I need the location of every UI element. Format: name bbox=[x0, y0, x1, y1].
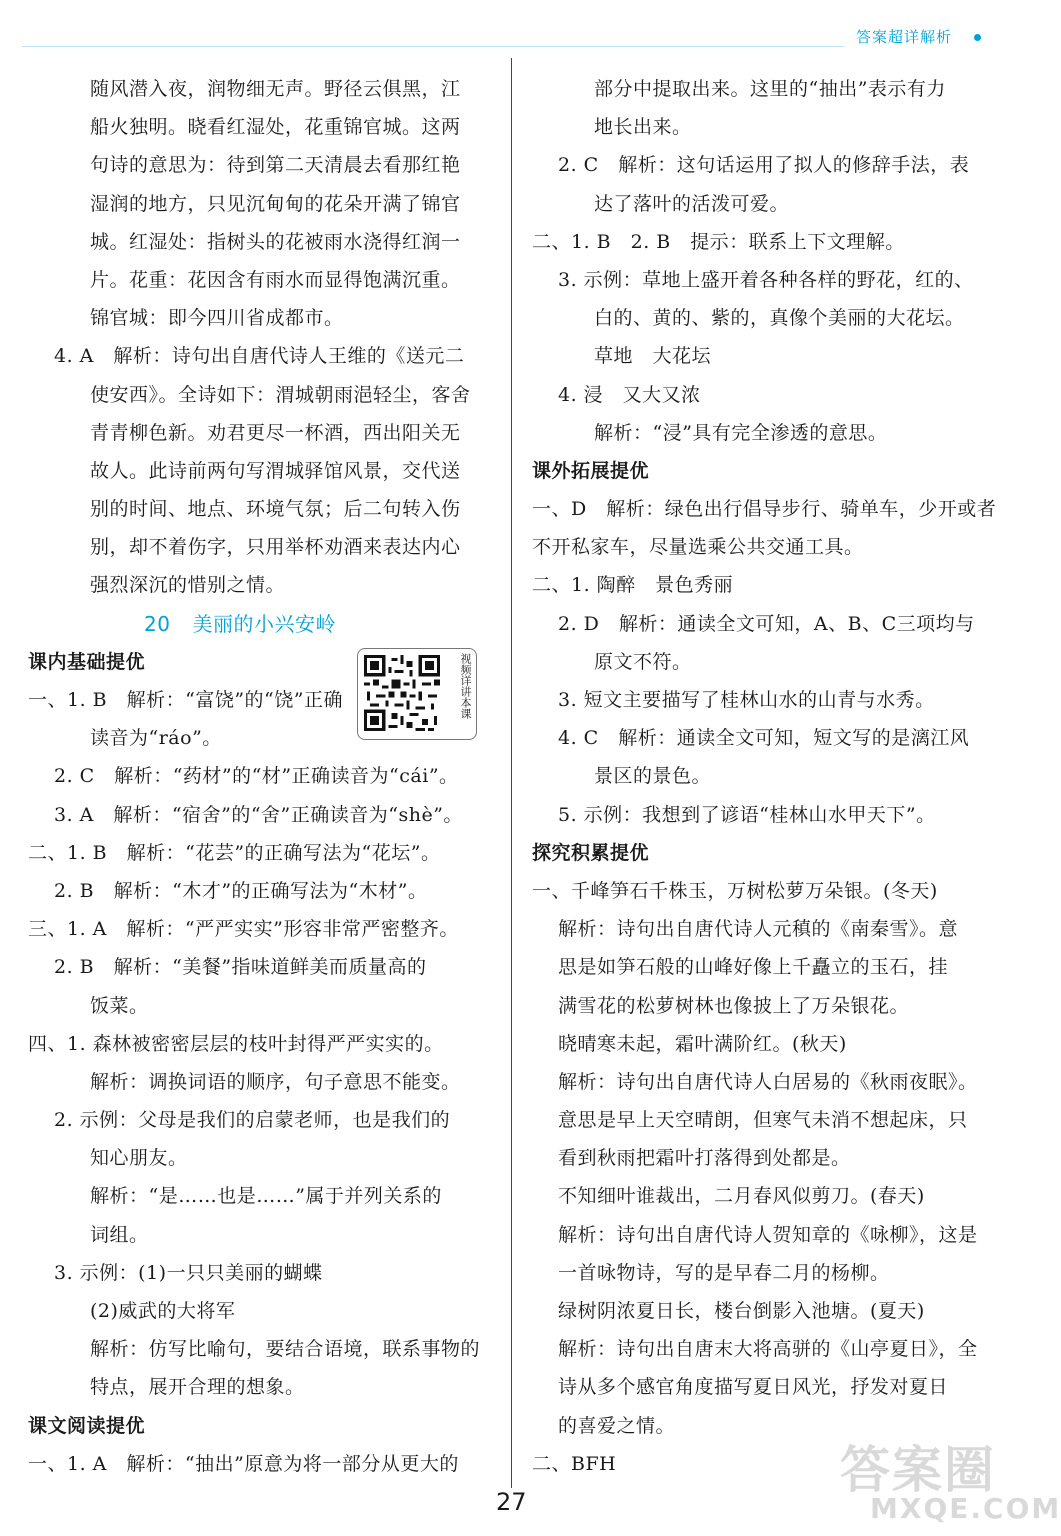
text-line: 一、千峰笋石千株玉，万树松萝万朵银。(冬天) bbox=[532, 879, 938, 902]
text-line: 达了落叶的活泼可爱。 bbox=[594, 192, 790, 215]
text-line: 原文不符。 bbox=[594, 650, 692, 673]
text-line: 部分中提取出来。这里的“抽出”表示有力 bbox=[594, 78, 946, 100]
left-column bbox=[28, 70, 498, 1483]
text-line: 城。红湿处：指树头的花被雨水浇得红润一 bbox=[90, 230, 461, 253]
text-line: 二、1. B 解析：“花芸”的正确写法为“花坛”。 bbox=[28, 841, 441, 864]
text-line: 不知细叶谁裁出，二月春风似剪刀。(春天) bbox=[558, 1185, 925, 1208]
text-line: 5. 示例：我想到了谚语“桂林山水甲天下”。 bbox=[558, 803, 936, 826]
text-line: 解析：“浸”具有完全渗透的意思。 bbox=[594, 421, 888, 444]
text-line: 一、1. B 解析：“富饶”的“饶”正确 bbox=[28, 689, 343, 711]
text-line: 2. B 解析：“木才”的正确写法为“木材”。 bbox=[54, 879, 428, 902]
text-line: 3. 示例：草地上盛开着各种各样的野花，红的、 bbox=[558, 268, 974, 291]
text-line: 2. C 解析：这句话运用了拟人的修辞手法，表 bbox=[558, 154, 970, 177]
text-line: 草地 大花坛 bbox=[594, 345, 712, 368]
text-line: 诗从多个感官角度描写夏日风光，抒发对夏日 bbox=[558, 1376, 949, 1399]
text-line: 解析：仿写比喻句，要结合语境，联系事物的 bbox=[90, 1338, 481, 1361]
text-line: 4. A 解析：诗句出自唐代诗人王维的《送元二 bbox=[54, 345, 465, 368]
section-heading: 课内基础提优 bbox=[28, 650, 146, 673]
text-line: 景区的景色。 bbox=[594, 765, 712, 788]
watermark-logo bbox=[840, 1430, 1061, 1530]
text-line: 词组。 bbox=[90, 1223, 149, 1246]
text-line: 青青柳色新。劝君更尽一杯酒，西出阳关无 bbox=[90, 421, 461, 444]
page-number: 27 bbox=[496, 1488, 527, 1516]
text-line: 4. 浸 又大又浓 bbox=[558, 383, 701, 406]
text-line: 解析：诗句出自唐代诗人白居易的《秋雨夜眠》。 bbox=[558, 1070, 978, 1093]
qr-caption: 视频详讲本课 bbox=[459, 653, 472, 719]
text-line: 2. D 解析：通读全文可知，A、B、C三项均与 bbox=[558, 612, 975, 635]
text-line: 解析：诗句出自唐代诗人元稹的《南秦雪》。意 bbox=[558, 918, 959, 941]
text-line: 思是如笋石般的山峰好像上千矗立的玉石，挂 bbox=[558, 956, 949, 979]
text-line: 满雪花的松萝树林也像披上了万朵银花。 bbox=[558, 994, 910, 1017]
text-line: 解析：诗句出自唐代诗人贺知章的《咏柳》，这是 bbox=[558, 1223, 978, 1246]
header-title: 答案超详解析 bbox=[856, 28, 953, 46]
section-heading: 课外拓展提优 bbox=[532, 459, 650, 482]
header-dot-icon bbox=[974, 34, 981, 41]
text-line: 锦官城：即今四川省成都市。 bbox=[90, 307, 344, 330]
section-heading: 课文阅读提优 bbox=[28, 1414, 146, 1437]
page-header bbox=[0, 0, 1032, 50]
text-line: 晓晴寒未起，霜叶满阶红。(秋天) bbox=[558, 1032, 847, 1055]
text-line: 别，却不着伤字，只用举杯劝酒来表达内心 bbox=[90, 536, 461, 559]
text-line: 故人。此诗前两句写渭城驿馆风景，交代送 bbox=[90, 459, 461, 482]
text-line: (2)威武的大将军 bbox=[90, 1300, 236, 1322]
lesson-number: 20 bbox=[144, 611, 171, 636]
text-line: 二、1. B 2. B 提示：联系上下文理解。 bbox=[532, 230, 905, 253]
text-line: 白的、黄的、紫的，真像个美丽的大花坛。 bbox=[594, 307, 965, 330]
text-line: 4. C 解析：通读全文可知，短文写的是漓江风 bbox=[558, 727, 970, 750]
watermark-line1: 答案圈 bbox=[840, 1441, 996, 1499]
section-heading: 探究积累提优 bbox=[532, 841, 650, 864]
text-line: 3. A 解析：“宿舍”的“舍”正确读音为“shè”。 bbox=[54, 803, 463, 826]
text-line: 的喜爱之情。 bbox=[558, 1414, 676, 1437]
text-line: 句诗的意思为：待到第二天清晨去看那红艳 bbox=[90, 154, 461, 177]
text-line: 四、1. 森林被密密层层的枝叶封得严严实实的。 bbox=[28, 1032, 444, 1055]
text-line: 2. 示例：父母是我们的启蒙老师，也是我们的 bbox=[54, 1109, 451, 1132]
column-divider bbox=[511, 58, 512, 1488]
text-line: 一首咏物诗，写的是早春二月的杨柳。 bbox=[558, 1261, 890, 1284]
header-rule bbox=[22, 46, 844, 47]
text-line: 一、D 解析：绿色出行倡导步行、骑单车，少开或者 bbox=[532, 498, 997, 521]
text-line: 2. C 解析：“药材”的“材”正确读音为“cái”。 bbox=[54, 765, 459, 788]
qr-code-box[interactable] bbox=[357, 648, 477, 740]
right-column bbox=[532, 70, 1000, 1483]
text-line: 3. 示例：(1)一只只美丽的蝴蝶 bbox=[54, 1261, 323, 1284]
text-line: 湿润的地方，只见沉甸甸的花朵开满了锦官 bbox=[90, 192, 461, 215]
text-line: 解析：“是……也是……”属于并列关系的 bbox=[90, 1185, 442, 1208]
text-line: 一、1. A 解析：“抽出”原意为将一部分从更大的 bbox=[28, 1452, 459, 1475]
lesson-title bbox=[28, 605, 498, 643]
text-line: 意思是早上天空晴朗，但寒气未消不想起床，只 bbox=[558, 1109, 968, 1132]
text-line: 片。花重：花因含有雨水而显得饱满沉重。 bbox=[90, 268, 461, 291]
text-line: 特点，展开合理的想象。 bbox=[90, 1376, 305, 1399]
lesson-name: 美丽的小兴安岭 bbox=[192, 611, 336, 636]
text-line: 二、BFH bbox=[532, 1452, 617, 1475]
text-line: 知心朋友。 bbox=[90, 1147, 188, 1170]
text-line: 随风潜入夜，润物细无声。野径云俱黑，江 bbox=[90, 78, 461, 100]
text-line: 三、1. A 解析：“严严实实”形容非常严密整齐。 bbox=[28, 918, 459, 941]
text-line: 使安西》。全诗如下：渭城朝雨浥轻尘，客舍 bbox=[90, 383, 471, 406]
text-line: 3. 短文主要描写了桂林山水的山青与水秀。 bbox=[558, 689, 935, 711]
text-line: 地长出来。 bbox=[594, 116, 692, 139]
text-line: 不开私家车，尽量选乘公共交通工具。 bbox=[532, 536, 864, 559]
text-line: 饭菜。 bbox=[90, 994, 149, 1017]
text-line: 强烈深沉的惜别之情。 bbox=[90, 574, 286, 597]
text-line: 船火独明。晓看红湿处，花重锦官城。这两 bbox=[90, 116, 461, 139]
text-line: 二、1. 陶醉 景色秀丽 bbox=[532, 574, 734, 597]
qr-code-icon bbox=[364, 655, 440, 731]
watermark-line2: MXQE.COM bbox=[870, 1492, 1061, 1525]
text-line: 读音为“ráo”。 bbox=[90, 727, 222, 750]
text-line: 绿树阴浓夏日长，楼台倒影入池塘。(夏天) bbox=[558, 1300, 925, 1322]
text-line: 2. B 解析：“美餐”指味道鲜美而质量高的 bbox=[54, 956, 427, 979]
text-line: 别的时间、地点、环境气氛；后二句转入伤 bbox=[90, 498, 461, 521]
text-line: 解析：调换词语的顺序，句子意思不能变。 bbox=[90, 1070, 461, 1093]
text-line: 看到秋雨把霜叶打落得到处都是。 bbox=[558, 1147, 851, 1170]
text-line: 解析：诗句出自唐末大将高骈的《山亭夏日》，全 bbox=[558, 1338, 978, 1361]
